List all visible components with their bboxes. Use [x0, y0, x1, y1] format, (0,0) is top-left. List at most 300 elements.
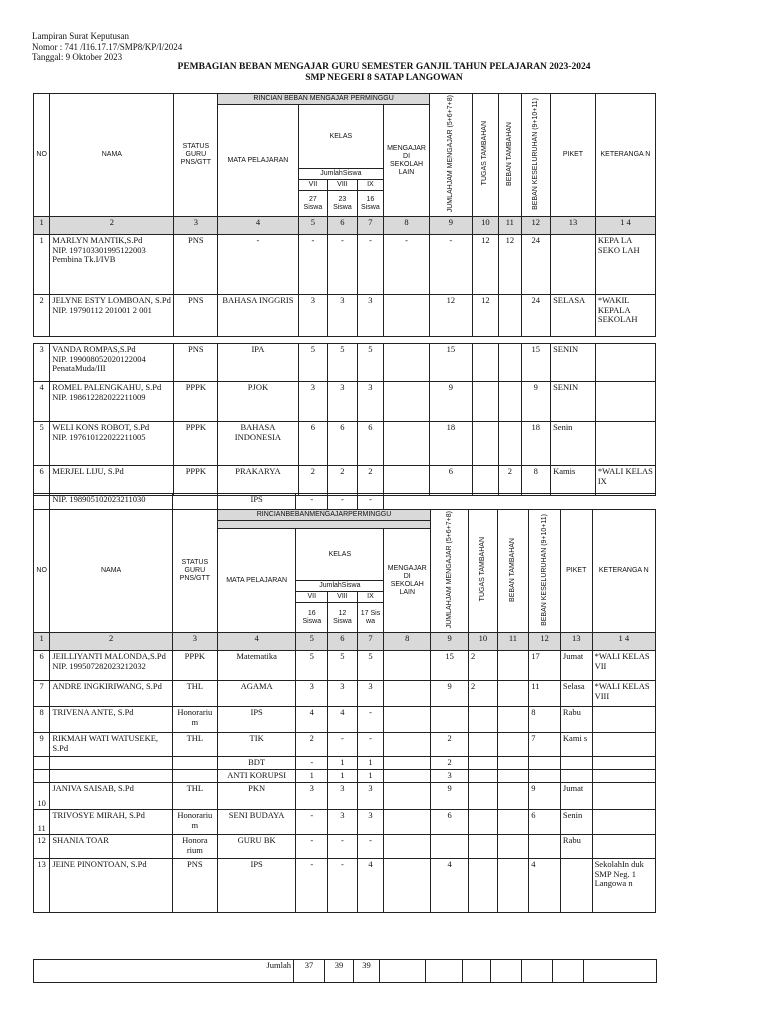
column-number: 7	[357, 633, 384, 651]
row-no: 2	[34, 295, 50, 337]
col-jumlah-jam-header: JUMLAHJAM MENGAJAR (5+6+7+8)	[431, 510, 469, 633]
row-status: PPPK	[174, 466, 218, 496]
row-viii: 5	[328, 651, 358, 681]
row-nama	[50, 235, 174, 295]
table-row	[34, 859, 656, 913]
row-tugas: 2	[469, 651, 498, 681]
cont-nama: NIP. 198905102023211030	[50, 494, 173, 510]
row-beban-tambahan	[497, 859, 529, 913]
siswa-viii: 23 Siswa	[328, 191, 358, 217]
row-tugas: 12	[472, 295, 498, 337]
col-beban-keseluruhan-header: BEBAN KESELURUHAN (9+10+11)	[521, 94, 551, 217]
row-nama	[50, 382, 174, 422]
row-viii: 2	[328, 466, 358, 496]
col-piket-header: PIKET	[551, 94, 596, 217]
total-empty-cell	[553, 960, 584, 983]
row-nama: TRIVOSYE MIRAH, S.Pd	[52, 810, 145, 821]
row-piket: Jumat	[560, 783, 592, 810]
row-piket	[560, 770, 592, 783]
row-nama: JEILLIYANTI MALONDA,S.Pd	[52, 651, 166, 662]
row-mengajar-lain	[384, 707, 431, 733]
row-beban-keseluruhan: 9	[529, 783, 561, 810]
col-mengajar-lain-header: MENGAJAR DI SEKOLAH LAIN	[384, 105, 430, 217]
row-vii: 4	[296, 707, 328, 733]
row-viii: 6	[328, 422, 358, 466]
row-nama: JANIVA SAISAB, S.Pd	[52, 783, 134, 794]
row-tugas: 12	[472, 235, 498, 295]
row-beban-keseluruhan: 17	[529, 651, 561, 681]
col-nama-header: NAMA	[50, 510, 173, 633]
row-status: Honora rium	[172, 835, 217, 859]
row-nama: SHANIA TOAR	[52, 835, 109, 846]
row-no: 9	[34, 733, 50, 757]
document-title	[0, 62, 768, 84]
row-piket: Kami s	[560, 733, 592, 757]
row-ix: 5	[357, 651, 384, 681]
row-piket: Rabu	[560, 707, 592, 733]
row-beban-keseluruhan: 7	[529, 733, 561, 757]
row-mengajar-lain	[384, 835, 431, 859]
cont-rest	[384, 494, 656, 510]
row-keterangan: *WALI KELAS VIII	[592, 681, 655, 707]
col-beban-keseluruhan-header: BEBAN KESELURUHAN (9+10+11)	[529, 510, 561, 633]
row-mapel: BAHASA INGGRIS	[218, 295, 298, 337]
column-number: 5	[298, 217, 328, 235]
row-viii: 3	[328, 382, 358, 422]
col-jumlah-siswa-header: JumlahSiswa	[298, 169, 383, 180]
row-status: PNS	[174, 344, 218, 382]
total-empty-cell	[522, 960, 553, 983]
row-ix: 3	[357, 382, 383, 422]
row-no: 12	[34, 835, 50, 859]
row-viii: 3	[328, 783, 358, 810]
row-status	[172, 757, 217, 770]
column-number: 1 4	[595, 217, 655, 235]
table-row	[34, 770, 656, 783]
total-empty-cell	[584, 960, 657, 983]
col-nama-header: NAMA	[50, 94, 174, 217]
table-row	[34, 733, 656, 757]
row-tugas	[472, 382, 498, 422]
column-number: 9	[431, 633, 469, 651]
row-tugas	[469, 733, 498, 757]
row-no: 6	[34, 466, 50, 496]
row-ix: -	[357, 235, 383, 295]
row-ix: -	[357, 835, 384, 859]
cont-no	[34, 494, 50, 510]
row-beban-tambahan: 12	[499, 235, 521, 295]
row-mapel: TIK	[217, 733, 296, 757]
row-nama	[50, 651, 173, 681]
row-beban-keseluruhan: 11	[529, 681, 561, 707]
column-number: 9	[429, 217, 472, 235]
column-number: 4	[217, 633, 296, 651]
row-keterangan: *WALI KELAS IX	[595, 466, 655, 496]
column-number: 3	[172, 633, 217, 651]
table-row	[34, 783, 656, 810]
row-viii: 1	[328, 770, 358, 783]
row-ix: 3	[357, 810, 384, 835]
table-row	[34, 757, 656, 770]
row-mapel: Matematika	[217, 651, 296, 681]
row-jumlah-jam: 6	[429, 466, 472, 496]
title-line-1: PEMBAGIAN BEBAN MENGAJAR GURU SEMESTER GANJIL TAHUN PELAJARAN 2023-2024	[177, 62, 591, 72]
row-mapel: BAHASA INDONESIA	[218, 422, 298, 466]
siswa-vii: 16 Siswa	[296, 603, 328, 633]
row-vii: 6	[298, 422, 328, 466]
row-nama	[50, 757, 173, 770]
teaching-load-table-1	[33, 93, 656, 496]
header-line-2: Nomor : 741 /I16.17.17/SMP8/KP/I/2024	[32, 41, 183, 52]
row-mapel: AGAMA	[217, 681, 296, 707]
siswa-viii: 12 Siswa	[328, 603, 358, 633]
row-tugas	[469, 757, 498, 770]
row-piket: Selasa	[560, 681, 592, 707]
column-number: 3	[174, 217, 218, 235]
row-ix: 3	[357, 295, 383, 337]
column-number: 10	[472, 217, 498, 235]
col-viii-header: VIII	[328, 180, 358, 191]
row-vii: 5	[298, 344, 328, 382]
column-number: 2	[50, 217, 174, 235]
row-nama	[50, 783, 173, 810]
row-beban-keseluruhan: 4	[529, 859, 561, 913]
row-status: THL	[172, 681, 217, 707]
row-mapel: IPS	[217, 859, 296, 913]
row-beban-tambahan	[497, 835, 529, 859]
row-mapel: SENI BUDAYA	[217, 810, 296, 835]
row-tugas	[472, 466, 498, 496]
row-beban-tambahan	[497, 681, 529, 707]
col-status-header: STATUS GURU PNS/GTT	[174, 94, 218, 217]
row-mapel: PJOK	[218, 382, 298, 422]
column-number: 7	[357, 217, 383, 235]
row-ix: 3	[357, 783, 384, 810]
row-vii: 1	[296, 770, 328, 783]
row-mapel: PKN	[217, 783, 296, 810]
column-number: 10	[469, 633, 498, 651]
column-number: 13	[551, 217, 596, 235]
row-jumlah-jam: 9	[431, 783, 469, 810]
table-row	[34, 810, 656, 835]
row-vii: 2	[296, 733, 328, 757]
row-ix: 1	[357, 770, 384, 783]
row-piket: Senin	[551, 422, 596, 466]
column-number: 12	[521, 217, 551, 235]
table-2-continuation	[34, 494, 656, 510]
row-mengajar-lain	[384, 783, 431, 810]
total-ix: 39	[354, 960, 380, 983]
row-ix: -	[357, 733, 384, 757]
row-vii: 2	[298, 466, 328, 496]
row-mapel: PRAKARYA	[218, 466, 298, 496]
total-empty-cell	[491, 960, 522, 983]
row-jumlah-jam: 3	[431, 770, 469, 783]
row-beban-keseluruhan: 8	[521, 466, 551, 496]
row-keterangan	[592, 810, 655, 835]
row-vii: 3	[298, 295, 328, 337]
row-nama: MARLYN MANTIK,S.Pd	[52, 235, 143, 246]
row-nip: NIP. 197610122022211005	[52, 431, 146, 442]
total-empty-cell	[380, 960, 426, 983]
row-nama	[50, 295, 174, 337]
row-viii: -	[328, 235, 358, 295]
row-piket: Jumat	[560, 651, 592, 681]
row-piket: SELASA	[551, 295, 596, 337]
row-piket: SENIN	[551, 382, 596, 422]
cont-vii: -	[296, 494, 328, 510]
row-mengajar-lain	[384, 810, 431, 835]
row-beban-keseluruhan: 18	[521, 422, 551, 466]
row-ix: 5	[357, 344, 383, 382]
siswa-ix: 16 Siswa	[357, 191, 383, 217]
row-keterangan	[595, 382, 655, 422]
row-no: 11	[34, 810, 50, 835]
col-jumlah-jam-header: JUMLAHJAM MENGAJAR (5+6+7+8)	[429, 94, 472, 217]
row-nama: RIKMAH WATI WATUSEKE, S.Pd	[52, 733, 159, 753]
row-tugas	[469, 783, 498, 810]
row-no: 8	[34, 707, 50, 733]
row-beban-tambahan	[499, 295, 521, 337]
row-beban-tambahan	[499, 382, 521, 422]
siswa-ix: 17 Sis wa	[357, 603, 384, 633]
col-ix-header: IX	[357, 180, 383, 191]
row-beban-tambahan	[497, 707, 529, 733]
total-empty-cell	[463, 960, 491, 983]
siswa-vii: 27 Siswa	[298, 191, 328, 217]
row-mapel: IPS	[217, 707, 296, 733]
row-no: 1	[34, 235, 50, 295]
row-jumlah-jam: 12	[429, 295, 472, 337]
row-keterangan	[595, 344, 655, 382]
row-jumlah-jam: 4	[431, 859, 469, 913]
row-vii: -	[296, 810, 328, 835]
column-number: 13	[560, 633, 592, 651]
row-keterangan: SekolahIn duk SMP Neg. 1 Langowa n	[592, 859, 655, 913]
row-status: PPPK	[172, 651, 217, 681]
row-beban-keseluruhan: 15	[521, 344, 551, 382]
cont-status	[172, 494, 217, 510]
row-jumlah-jam	[431, 707, 469, 733]
column-number: 1 4	[592, 633, 655, 651]
row-ix: -	[357, 707, 384, 733]
column-number: 4	[218, 217, 298, 235]
row-mengajar-lain	[384, 859, 431, 913]
row-nama: ANDRE INGKIRIWANG, S.Pd	[52, 681, 162, 692]
row-extra: Pembina Tk.I/IVB	[52, 254, 116, 265]
row-nama	[50, 835, 173, 859]
row-mapel: IPA	[218, 344, 298, 382]
row-vii: -	[298, 235, 328, 295]
row-mengajar-lain	[384, 681, 431, 707]
col-viii-header: VIII	[328, 592, 358, 603]
row-tugas	[469, 835, 498, 859]
row-vii: -	[296, 859, 328, 913]
row-piket	[560, 757, 592, 770]
row-no	[34, 757, 50, 770]
row-no: 7	[34, 681, 50, 707]
document-header	[32, 31, 182, 63]
table-row	[34, 235, 656, 295]
column-number: 8	[384, 217, 430, 235]
row-status: PNS	[174, 235, 218, 295]
row-no: 6	[34, 651, 50, 681]
total-empty-cell	[426, 960, 463, 983]
row-tugas	[472, 422, 498, 466]
table-1-body	[34, 235, 656, 496]
row-tugas	[472, 344, 498, 382]
row-vii: -	[296, 757, 328, 770]
row-nama: ROMEL PALENGKAHU, S.Pd	[52, 382, 162, 393]
row-status	[172, 770, 217, 783]
table-row	[34, 344, 656, 382]
row-beban-keseluruhan: 6	[529, 810, 561, 835]
col-keterangan-header: KETERANGA N	[592, 510, 655, 633]
col-mata-header: MATA PELAJARAN	[217, 529, 296, 633]
row-beban-tambahan	[499, 344, 521, 382]
table-row	[34, 422, 656, 466]
cont-viii: -	[328, 494, 358, 510]
row-viii: -	[328, 733, 358, 757]
row-piket: Kamis	[551, 466, 596, 496]
row-jumlah-jam: -	[429, 235, 472, 295]
row-keterangan	[592, 733, 655, 757]
row-mengajar-lain	[384, 344, 430, 382]
row-mengajar-lain	[384, 422, 430, 466]
col-mengajar-lain-header: MENGAJAR DI SEKOLAH LAIN	[384, 529, 431, 633]
column-number-row	[34, 217, 656, 235]
row-nip: NIP. 198612282022211009	[52, 391, 146, 402]
row-viii: 4	[328, 707, 358, 733]
row-tugas	[469, 859, 498, 913]
row-beban-tambahan	[497, 651, 529, 681]
row-ix: 2	[357, 466, 383, 496]
row-vii: 3	[296, 783, 328, 810]
row-jumlah-jam: 6	[431, 810, 469, 835]
table-2-header	[34, 510, 656, 633]
row-keterangan: *WALI KELAS VII	[592, 651, 655, 681]
column-number: 11	[499, 217, 521, 235]
col-ix-header: IX	[357, 592, 384, 603]
row-tugas	[469, 770, 498, 783]
row-nama	[50, 733, 173, 757]
row-tugas	[469, 810, 498, 835]
row-beban-tambahan	[497, 733, 529, 757]
row-keterangan	[592, 707, 655, 733]
column-number: 2	[50, 633, 173, 651]
row-beban-keseluruhan: 9	[521, 382, 551, 422]
row-status: Honorariu m	[172, 810, 217, 835]
col-keterangan-header: KETERANGA N	[595, 94, 655, 217]
row-beban-keseluruhan: 24	[521, 235, 551, 295]
row-status: PNS	[174, 295, 218, 337]
row-mengajar-lain	[384, 382, 430, 422]
col-beban-tambahan-header: BEBAN TAMBAHAN	[497, 510, 529, 633]
row-nama: JELYNE ESTY LOMBOAN, S.Pd	[52, 295, 171, 306]
col-no-header: NO	[34, 94, 50, 217]
row-nama	[50, 422, 174, 466]
row-extra: PenataMuda/III	[52, 363, 106, 374]
row-keterangan	[592, 783, 655, 810]
table-row	[34, 295, 656, 337]
row-beban-keseluruhan: 24	[521, 295, 551, 337]
row-jumlah-jam: 18	[429, 422, 472, 466]
col-no-header: NO	[34, 510, 50, 633]
row-beban-keseluruhan: 8	[529, 707, 561, 733]
column-number: 6	[328, 217, 358, 235]
total-label: Jumlah	[34, 960, 294, 983]
row-nama	[50, 681, 173, 707]
row-status: PPPK	[174, 382, 218, 422]
row-nama	[50, 859, 173, 913]
row-keterangan: *WAKIL KEPALA SEKOLAH	[595, 295, 655, 337]
column-number: 5	[296, 633, 328, 651]
row-viii: -	[328, 859, 358, 913]
table-1-column-numbers	[34, 217, 656, 235]
row-vii: 3	[298, 382, 328, 422]
row-ix: 6	[357, 422, 383, 466]
continuation-row	[34, 494, 656, 510]
title-line-2: SMP NEGERI 8 SATAP LANGOWAN	[305, 73, 463, 83]
row-jumlah-jam: 15	[431, 651, 469, 681]
row-viii: 1	[328, 757, 358, 770]
row-piket: SENIN	[551, 344, 596, 382]
col-status-header: STATUS GURU PNS/GTT	[172, 510, 217, 633]
col-vii-header: VII	[298, 180, 328, 191]
col-piket-header: PIKET	[560, 510, 592, 633]
row-mengajar-lain	[384, 770, 431, 783]
row-nama	[50, 707, 173, 733]
column-number: 8	[384, 633, 431, 651]
row-no: 10	[34, 783, 50, 810]
row-vii: 3	[296, 681, 328, 707]
row-mapel: -	[218, 235, 298, 295]
row-viii: 3	[328, 295, 358, 337]
table-row	[34, 651, 656, 681]
row-mengajar-lain	[384, 757, 431, 770]
column-number: 12	[529, 633, 561, 651]
row-no: 3	[34, 344, 50, 382]
row-nama	[50, 810, 173, 835]
row-viii: 5	[328, 344, 358, 382]
row-vii: -	[296, 835, 328, 859]
header-line-1: Lampiran Surat Keputusan	[32, 31, 129, 41]
row-mengajar-lain	[384, 651, 431, 681]
table-row	[34, 707, 656, 733]
row-nama: MERJEL LIJU, S.Pd	[52, 466, 124, 477]
row-ix: 4	[357, 859, 384, 913]
row-mapel: BDT	[217, 757, 296, 770]
column-number: 1	[34, 633, 50, 651]
total-table	[33, 959, 657, 983]
row-nama	[50, 344, 174, 382]
row-beban-tambahan: 2	[499, 466, 521, 496]
row-beban-tambahan	[497, 810, 529, 835]
row-gap	[34, 337, 656, 344]
cont-ix: -	[357, 494, 384, 510]
row-beban-tambahan	[497, 783, 529, 810]
row-no: 4	[34, 382, 50, 422]
col-tugas-header: TUGAS TAMBAHAN	[472, 94, 498, 217]
row-jumlah-jam: 2	[431, 757, 469, 770]
table-row	[34, 466, 656, 496]
column-number: 11	[497, 633, 529, 651]
row-piket: Rabu	[560, 835, 592, 859]
row-piket	[560, 859, 592, 913]
col-kelas-header: KELAS	[298, 105, 383, 169]
row-jumlah-jam: 15	[429, 344, 472, 382]
row-no: 13	[34, 859, 50, 913]
